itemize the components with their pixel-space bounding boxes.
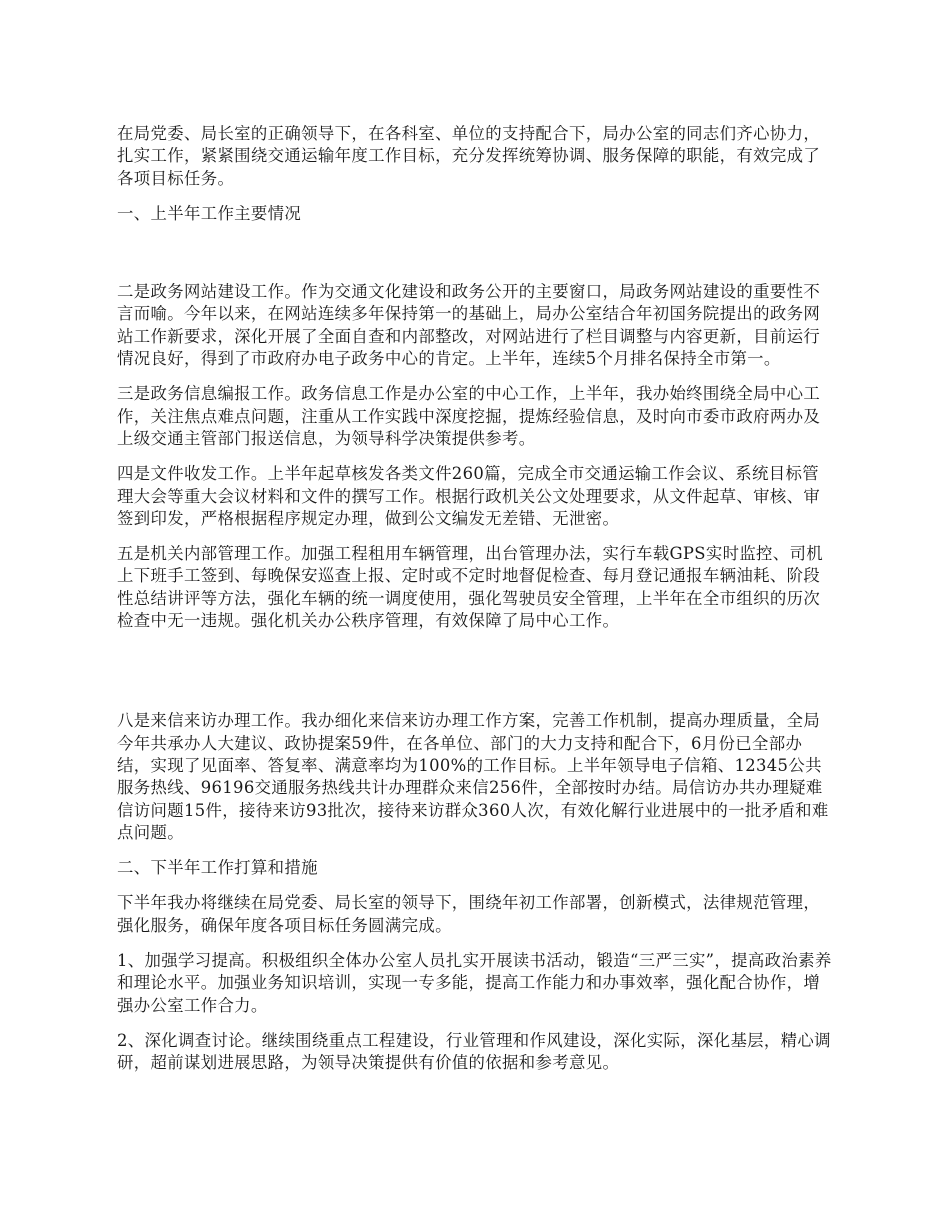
intro-paragraph: 在局党委、局长室的正确领导下，在各科室、单位的支持配合下，局办公室的同志们齐心协力，扎实工作，紧紧围绕交通运输年度工作目标，充分发挥统筹协调、服务保障的职能，有效完成了各项目标任务。 [117, 124, 821, 188]
paragraph-website: 二是政务网站建设工作。作为交通文化建设和政务公开的主要窗口，局政务网站建设的重要性不言而喻。今年以来，在网站连续多年保持第一的基础上，局办公室结合年初国务院提出的政务网站工作新要求，深化开展了全面自查和内部整改，对网站进行了栏目调整与内容更新，目前运行情况良好，得到了市政府办电子政务中心的肯定。上半年，连续5个月排名保持全市第一。 [117, 282, 821, 369]
paragraph-documents: 四是文件收发工作。上半年起草核发各类文件260篇，完成全市交通运输工作会议、系统目标管理大会等重大会议材料和文件的撰写工作。根据行政机关公文处理要求，从文件起草、审核、审签到印发，严格根据程序规定办理，做到公文编发无差错、无泄密。 [117, 464, 821, 528]
plan-item-2: 2、深化调查讨论。继续围绕重点工程建设，行业管理和作风建设，深化实际，深化基层，精心调研，超前谋划进展思路，为领导决策提供有价值的依据和参考意见。 [117, 1030, 831, 1073]
document-page [117, 123, 833, 1075]
paragraph-info-report: 三是政务信息编报工作。政务信息工作是办公室的中心工作，上半年，我办始终围绕全局中心工作，关注焦点难点问题，注重从工作实践中深度挖掘，提炼经验信息，及时向市委市政府两办及上级交通主管部门报送信息，为领导科学决策提供参考。 [117, 384, 821, 448]
paragraph-internal-management: 五是机关内部管理工作。加强工程租用车辆管理，出台管理办法，实行车载GPS实时监控、司机上下班手工签到、每晚保安巡查上报、定时或不定时地督促检查、每月登记通报车辆油耗、阶段性总结讲评等方法，强化车辆的统一调度使用，强化驾驶员安全管理，上半年在全市组织的历次检查中无一违规。强化机关办公秩序管理，有效保障了局中心工作。 [117, 544, 824, 631]
section-1-heading: 一、上半年工作主要情况 [117, 203, 302, 223]
section-2-intro: 下半年我办将继续在局党委、局长室的领导下，围绕年初工作部署，创新模式，法律规范管理，强化服务，确保年度各项目标任务圆满完成。 [117, 893, 821, 935]
paragraph-letters-visits: 八是来信来访办理工作。我办细化来信来访办理工作方案，完善工作机制，提高办理质量，全局今年共承办人大建议、政协提案59件，在各单位、部门的大力支持和配合下，6月份已全部办结，实现了见面率、答复率、满意率均为100%的工作目标。上半年领导电子信箱、12345公共服务热线、96196交通服务热线共计办理群众来信256件，全部按时办结。局信访办共办理疑难信访问题15件，接待来访93批次，接待来访群众360人次，有效化解行业进展中的一批矛盾和难点问题。 [117, 711, 829, 842]
plan-item-1: 1、加强学习提高。积极组织全体办公室人员扎实开展读书活动，锻造“三严三实”，提高政治素养和理论水平。加强业务知识培训，实现一专多能，提高工作能力和办事效率，强化配合协作，增强办公室工作合力。 [117, 951, 832, 1015]
section-2-heading: 二、下半年工作打算和措施 [117, 858, 318, 878]
